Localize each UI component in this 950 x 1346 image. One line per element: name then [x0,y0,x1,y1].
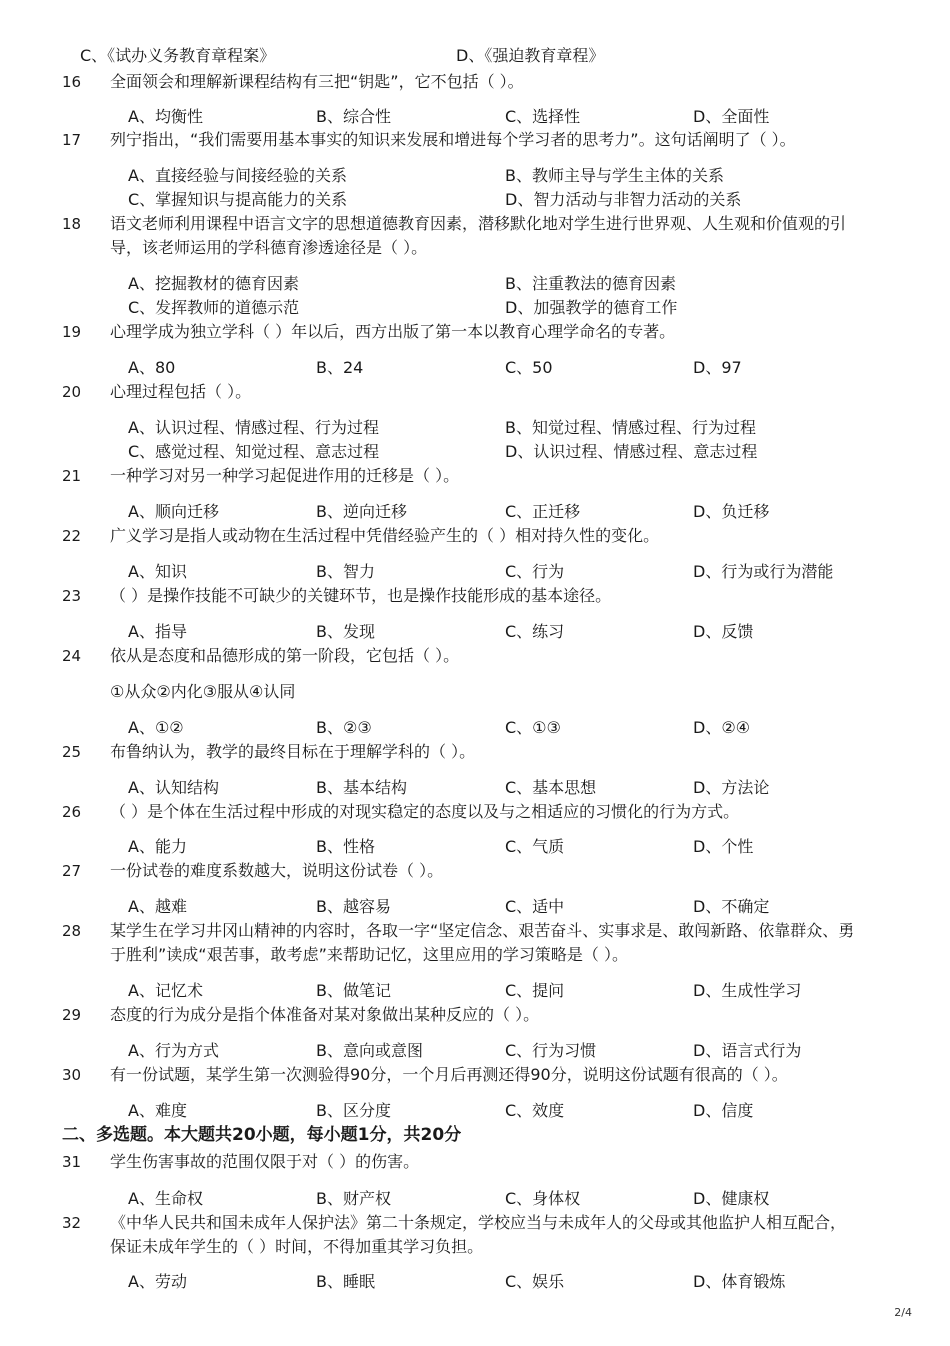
option-a: A、越难 [128,897,187,916]
option-d: D、健康权 [693,1189,770,1208]
option-a: A、顺向迁移 [128,502,219,521]
option-c: C、选择性 [505,107,581,126]
option-d: D、行为或行为潜能 [693,562,834,581]
option-c: C、50 [505,358,553,377]
question-stem: 有一份试题，某学生第一次测验得90分，一个月后再测还得90分，说明这份试题有很高的（ ）。 [110,1065,788,1084]
option-b: B、睡眠 [316,1272,375,1291]
option-c: C、基本思想 [505,778,597,797]
question-stem: （ ）是个体在生活过程中形成的对现实稳定的态度以及与之相适应的习惯化的行为方式。 [110,802,740,821]
option-c: C、《试办义务教育章程案》 [80,46,276,65]
question-number: 26 [62,803,82,821]
option-c: C、①③ [505,718,561,737]
option-b: B、智力 [316,562,375,581]
option-c: C、娱乐 [505,1272,565,1291]
question-stem: 全面领会和理解新课程结构有三把“钥匙”，它不包括（ ）。 [110,72,524,91]
question-number: 17 [62,131,82,149]
question-number: 16 [62,73,82,91]
question-stem: 心理过程包括（ ）。 [110,382,252,401]
question-stem: （ ）是操作技能不可缺少的关键环节，也是操作技能形成的基本途径。 [110,586,612,605]
option-d: D、体育锻炼 [693,1272,786,1291]
option-b: B、逆向迁移 [316,502,407,521]
question-number: 18 [62,215,82,233]
option-a: A、①② [128,718,184,737]
option-a: A、认知结构 [128,778,219,797]
option-a: A、劳动 [128,1272,187,1291]
question-sub-items: ①从众②内化③服从④认同 [110,682,296,701]
option-b: B、性格 [316,837,375,856]
question-number: 24 [62,647,82,665]
question-number: 19 [62,323,82,341]
option-a: A、挖掘教材的德育因素 [128,274,299,293]
question-stem: 一份试卷的难度系数越大，说明这份试卷（ ）。 [110,861,444,880]
question-number: 32 [62,1214,82,1232]
option-b: B、综合性 [316,107,391,126]
option-a: A、难度 [128,1101,187,1120]
option-a: A、均衡性 [128,107,203,126]
question-number: 30 [62,1066,82,1084]
question-stem: 某学生在学习井冈山精神的内容时，各取一字“坚定信念、艰苦奋斗、实事求是、敢闯新路、依靠群众、勇于胜利”读成“艰苦事，敢考虑”来帮助记忆，这里应用的学习策略是（ ）。 [110,921,855,964]
question-number: 27 [62,862,82,880]
option-d: D、②④ [693,718,751,737]
option-d: D、个性 [693,837,754,856]
question-stem: 布鲁纳认为，教学的最终目标在于理解学科的（ ）。 [110,742,476,761]
question-number: 20 [62,383,82,401]
option-d: D、智力活动与非智力活动的关系 [505,190,742,209]
option-b: B、教师主导与学生主体的关系 [505,166,724,185]
option-b: B、意向或意图 [316,1041,423,1060]
option-b: B、注重教法的德育因素 [505,274,676,293]
option-a: A、指导 [128,622,187,641]
option-c: C、气质 [505,837,565,856]
question-number: 25 [62,743,82,761]
option-d: D、信度 [693,1101,754,1120]
option-b: B、24 [316,358,364,377]
option-a: A、生命权 [128,1189,203,1208]
option-c: C、行为习惯 [505,1041,597,1060]
option-a: A、行为方式 [128,1041,219,1060]
option-c: C、身体权 [505,1189,581,1208]
option-c: C、正迁移 [505,502,581,521]
option-b: B、发现 [316,622,375,641]
option-d: D、97 [693,358,742,377]
question-number: 28 [62,922,82,940]
option-a: A、记忆术 [128,981,203,1000]
option-d: D、《强迫教育章程》 [456,46,605,65]
option-a: A、80 [128,358,176,377]
option-c: C、练习 [505,622,565,641]
question-stem: 语文老师利用课程中语言文字的思想道德教育因素，潜移默化地对学生进行世界观、人生观和价值观的引导，该老师运用的学科德育渗透途径是（ ）。 [110,214,847,257]
option-d: D、负迁移 [693,502,770,521]
option-d: D、认识过程、情感过程、意志过程 [505,442,758,461]
question-number: 21 [62,467,82,485]
option-c: C、效度 [505,1101,565,1120]
question-number: 22 [62,527,82,545]
option-c: C、掌握知识与提高能力的关系 [128,190,348,209]
option-c: C、发挥教师的道德示范 [128,298,300,317]
option-d: D、不确定 [693,897,770,916]
question-stem: 心理学成为独立学科（ ）年以后，西方出版了第一本以教育心理学命名的专著。 [110,322,676,341]
option-b: B、②③ [316,718,372,737]
question-stem: 《中华人民共和国未成年人保护法》第二十条规定，学校应当与未成年人的父母或其他监护人相互配合，保证未成年学生的（ ）时间，不得加重其学习负担。 [110,1213,847,1256]
option-b: B、财产权 [316,1189,391,1208]
option-b: B、基本结构 [316,778,407,797]
option-c: C、提问 [505,981,565,1000]
option-d: D、语言式行为 [693,1041,802,1060]
page-number: 2/4 [894,1306,912,1319]
question-number: 23 [62,587,82,605]
option-c: C、感觉过程、知觉过程、意志过程 [128,442,380,461]
question-stem: 态度的行为成分是指个体准备对某对象做出某种反应的（ ）。 [110,1005,540,1024]
section-heading: 二、多选题。本大题共20小题，每小题1分，共20分 [62,1125,462,1145]
question-stem: 一种学习对另一种学习起促进作用的迁移是（ ）。 [110,466,460,485]
question-number: 31 [62,1153,82,1171]
option-c: C、适中 [505,897,565,916]
question-stem: 依从是态度和品德形成的第一阶段，它包括（ ）。 [110,646,460,665]
option-d: D、方法论 [693,778,770,797]
question-number: 29 [62,1006,82,1024]
option-d: D、加强教学的德育工作 [505,298,678,317]
option-a: A、能力 [128,837,187,856]
question-stem: 广义学习是指人或动物在生活过程中凭借经验产生的（ ）相对持久性的变化。 [110,526,660,545]
option-b: B、做笔记 [316,981,391,1000]
option-b: B、区分度 [316,1101,391,1120]
question-stem: 学生伤害事故的范围仅限于对（ ）的伤害。 [110,1152,420,1171]
option-a: A、认识过程、情感过程、行为过程 [128,418,379,437]
option-d: D、全面性 [693,107,770,126]
option-d: D、生成性学习 [693,981,802,1000]
option-d: D、反馈 [693,622,754,641]
option-b: B、知觉过程、情感过程、行为过程 [505,418,756,437]
option-c: C、行为 [505,562,565,581]
option-a: A、知识 [128,562,187,581]
option-b: B、越容易 [316,897,391,916]
question-stem: 列宁指出，“我们需要用基本事实的知识来发展和增进每个学习者的思考力”。这句话阐明了（ ）。 [110,130,796,149]
option-a: A、直接经验与间接经验的关系 [128,166,347,185]
